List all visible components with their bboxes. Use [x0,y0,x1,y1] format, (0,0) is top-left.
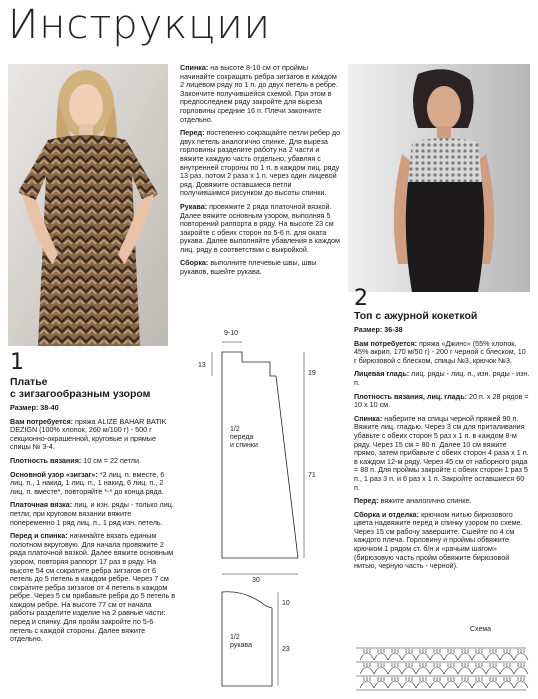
item1-title [10,376,170,400]
item1-number: 1 [10,350,24,375]
item1-main-pattern: Основной узор «зигзаг»: *2 лиц. п. вместе, 6 лиц. п., 1 накид, 1 лиц. п., 1 накид, 6 лиц. п., 2 лиц. п. вместе*, повторяйте *-* до конца ряда. [10,469,165,496]
item1-instructions [10,404,176,649]
item1-title-line1: Платье [10,376,48,388]
item2-finishing: Сборка и отделка: крючком нитью бирюзового цвета надвяжите перед и спинку узором по схеме. Через 15 см рабочу завершите. Сшейте по 4 см каждого плеча. Горловину и проймы обвяжите крючком 1 рядом ст. б/н и «рачьим шагом» (бирюзовую часть пройм обвяжите бирюзовой нитью, черную часть - черной). [354,509,523,571]
item2-number: 2 [354,286,368,311]
item1-garter: Платочная вязка: лиц. и изн. ряды - только лиц. петли; при круговом вязании вяжите попеременно 1 ряд лиц. п., 1 ряд изн. петель. [10,500,174,527]
mid-back: Спинка: на высоте 8-10 см от проймы начинайте сокращать ребра зигзагов в каждом 2 лицевом ряду по 1 п. до двух петель в ребре. Закончите получившейся схемой. При этом в предпоследнем ряду закройте для выреза горловины средние 16 п. Плечи закончите отдельно. [180,63,338,124]
item2-materials: Вам потребуется: пряжа «Джинс» (55% хлопок, 45% акрил, 170 м/50 г) - 200 г черной с блеском, 10 г бирюзовой с блеском, спицы №3, крючок №3. [354,338,526,365]
sleeve-label: 1/2 рукава [230,634,252,649]
item2-instructions [354,326,530,576]
item2-title: Топ с ажурной кокеткой [354,310,478,322]
item1-density: Плотность вязания: 10 см = 22 петли. [10,455,141,465]
dim-top-width: 9-10 [224,330,239,337]
item1-size: Размер: 38-40 [10,403,59,412]
dim-armhole: 19 [308,370,316,377]
item2-size: Размер: 36-38 [354,325,403,334]
item1-title-line2: с зигзагообразным узором [10,388,151,400]
dim-sleeve-cap: 10 [282,600,290,607]
pattern-schematic [186,326,336,692]
item1-materials: Вам потребуется: пряжа ALIZE BAHAR BATIK DEZIGN (100% хлопок, 260 м/100 г) - 500 г секционно-окрашенной, круговые и прямые спицы № 3-4. [10,416,167,452]
piece-label: 1/2 переда и спинки [230,426,258,449]
mid-front: Перед: постепенно сокращайте петли ребер до двух петель аналогично спинке. Для выреза горловины разделите работу на 2 части и вяжите каждую часть отдельно, убавляя с внутренней стороны по 1 п. в каждом лиц. ряду 13 раз, потом 2 раза х 1 п. через один лицевой ряд. Довяжите оставшиеся петли получившимся рисунком до высоты спинки. [180,128,341,198]
item1-continued [180,64,342,282]
dress-photo [8,64,168,346]
item2-front: Перед: вяжите аналогично спинке. [354,496,472,506]
top-photo [348,64,530,292]
mid-assembly: Сборка: выполните плечевые швы, швы рукавов, вшейте рукава. [180,258,317,277]
dim-sleeve-height: 23 [282,646,290,653]
crochet-chart [352,636,530,694]
item2-back: Спинка: наберите на спицы черной пряжей 90 п. Вяжите лиц. гладью. Через 3 см для приталивания убавьте с обеих сторон 5 раз х 1 п. в каждом 8-м ряду. Через 15 см = 80 п. Далее 10 см вяжите прямо, затем прибавьте с обеих сторон 4 раза х 1 п. в каждом 12-м ряду. Через 45 см от наборного ряда = 88 п. Для проймы закройте с обеих сторон 1 раз 5 п., 1 раз 3 п. и 6 раз х 1 п. Закройте оставшиеся 60 п. [354,413,529,492]
dim-shoulder-drop: 13 [198,362,206,369]
page-title: Инструкции [8,2,272,48]
mid-sleeves: Рукава: провяжите 2 ряда платочной вязкой. Далее вяжите основным узором, выполняя 5 повторений раппорта в ряду. На высоте 23 см закройте с обеих сторон по 5-6 п. для оката рукава. Далее выполняйте убавления в каждом лиц. ряду в соответствии с выкройкой. [180,201,340,254]
item1-front-back: Перед и спинка: начинайте вязать единым полотном вкруговую. Для начала провяжите 2 ряда платочной вязкой. Далее вяжите основным узором, повторяя раппорт 17 раз в ряду. На высоте 54 см сократите ребра зигзагов от 6 петель до 5 петель в каждом ребре. Через 7 см сократите ребра зигзагов от 4 петель в каждом ребре. Через 5 см прибавьте ребра до 5 петель в каждом ребре. На высоте 77 см от начала работы разделите изделие на 2 равные части: перед и спинку. Для пройм закройте по 5-6 петель с каждой стороны. Далее вяжите отдельно. [10,531,176,644]
dim-body-height: 71 [308,472,316,479]
chart-label: Схема [470,626,492,633]
dim-bottom-width: 30 [252,577,260,584]
item2-stockinette: Лицевая гладь: лиц. ряды - лиц. п., изн. ряды - изн. п. [354,369,530,387]
item2-density: Плотность вязания, лиц. гладь: 20 п. х 28 рядов = 10 х 10 см. [354,391,529,410]
